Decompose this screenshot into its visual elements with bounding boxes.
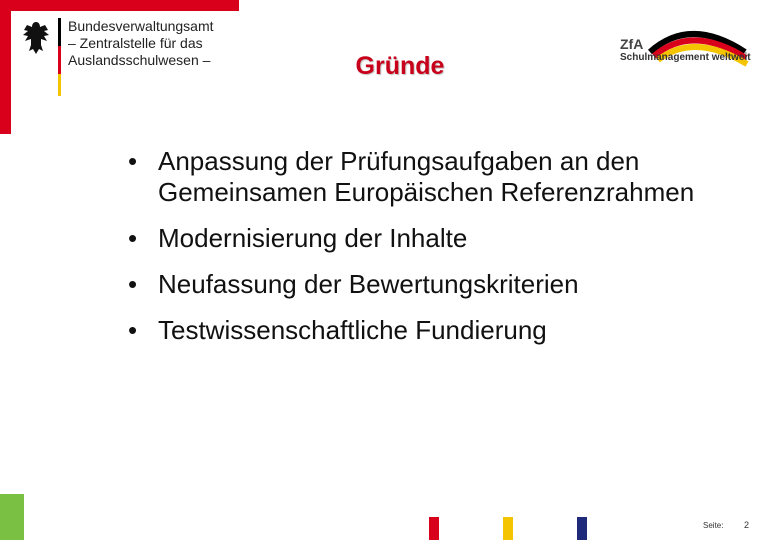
agency-line-1: Bundesverwaltungsamt <box>68 18 214 34</box>
zfa-logo-subtitle: Schulmanagement weltweit <box>620 52 751 63</box>
slide-title: Gründe <box>355 52 445 80</box>
bullet-list <box>128 146 728 361</box>
footer-square-blue <box>577 517 587 540</box>
bullet-item: • Neufassung der Bewertungskriterien <box>128 269 728 300</box>
bullet-item: • Testwissenschaftliche Fundierung <box>128 315 728 346</box>
bullet-item: • Modernisierung der Inhalte <box>128 223 728 254</box>
page-label: Seite: <box>703 521 724 530</box>
flag-stripe-black <box>58 18 61 46</box>
page-number: 2 <box>744 520 750 530</box>
agency-line-2: – Zentralstelle für das <box>68 35 203 51</box>
bullet-item: • Anpassung der Prüfungsaufgaben an den Gemeinsamen Europäischen Referenzrahmen <box>128 146 728 208</box>
agency-line-3: Auslandsschulwesen – <box>68 52 211 68</box>
footer-square-gold <box>503 517 513 540</box>
zfa-logo-text: ZfA <box>620 36 644 52</box>
footer-square-red <box>429 517 439 540</box>
bottom-green-band <box>0 494 24 540</box>
top-red-band <box>11 0 239 11</box>
